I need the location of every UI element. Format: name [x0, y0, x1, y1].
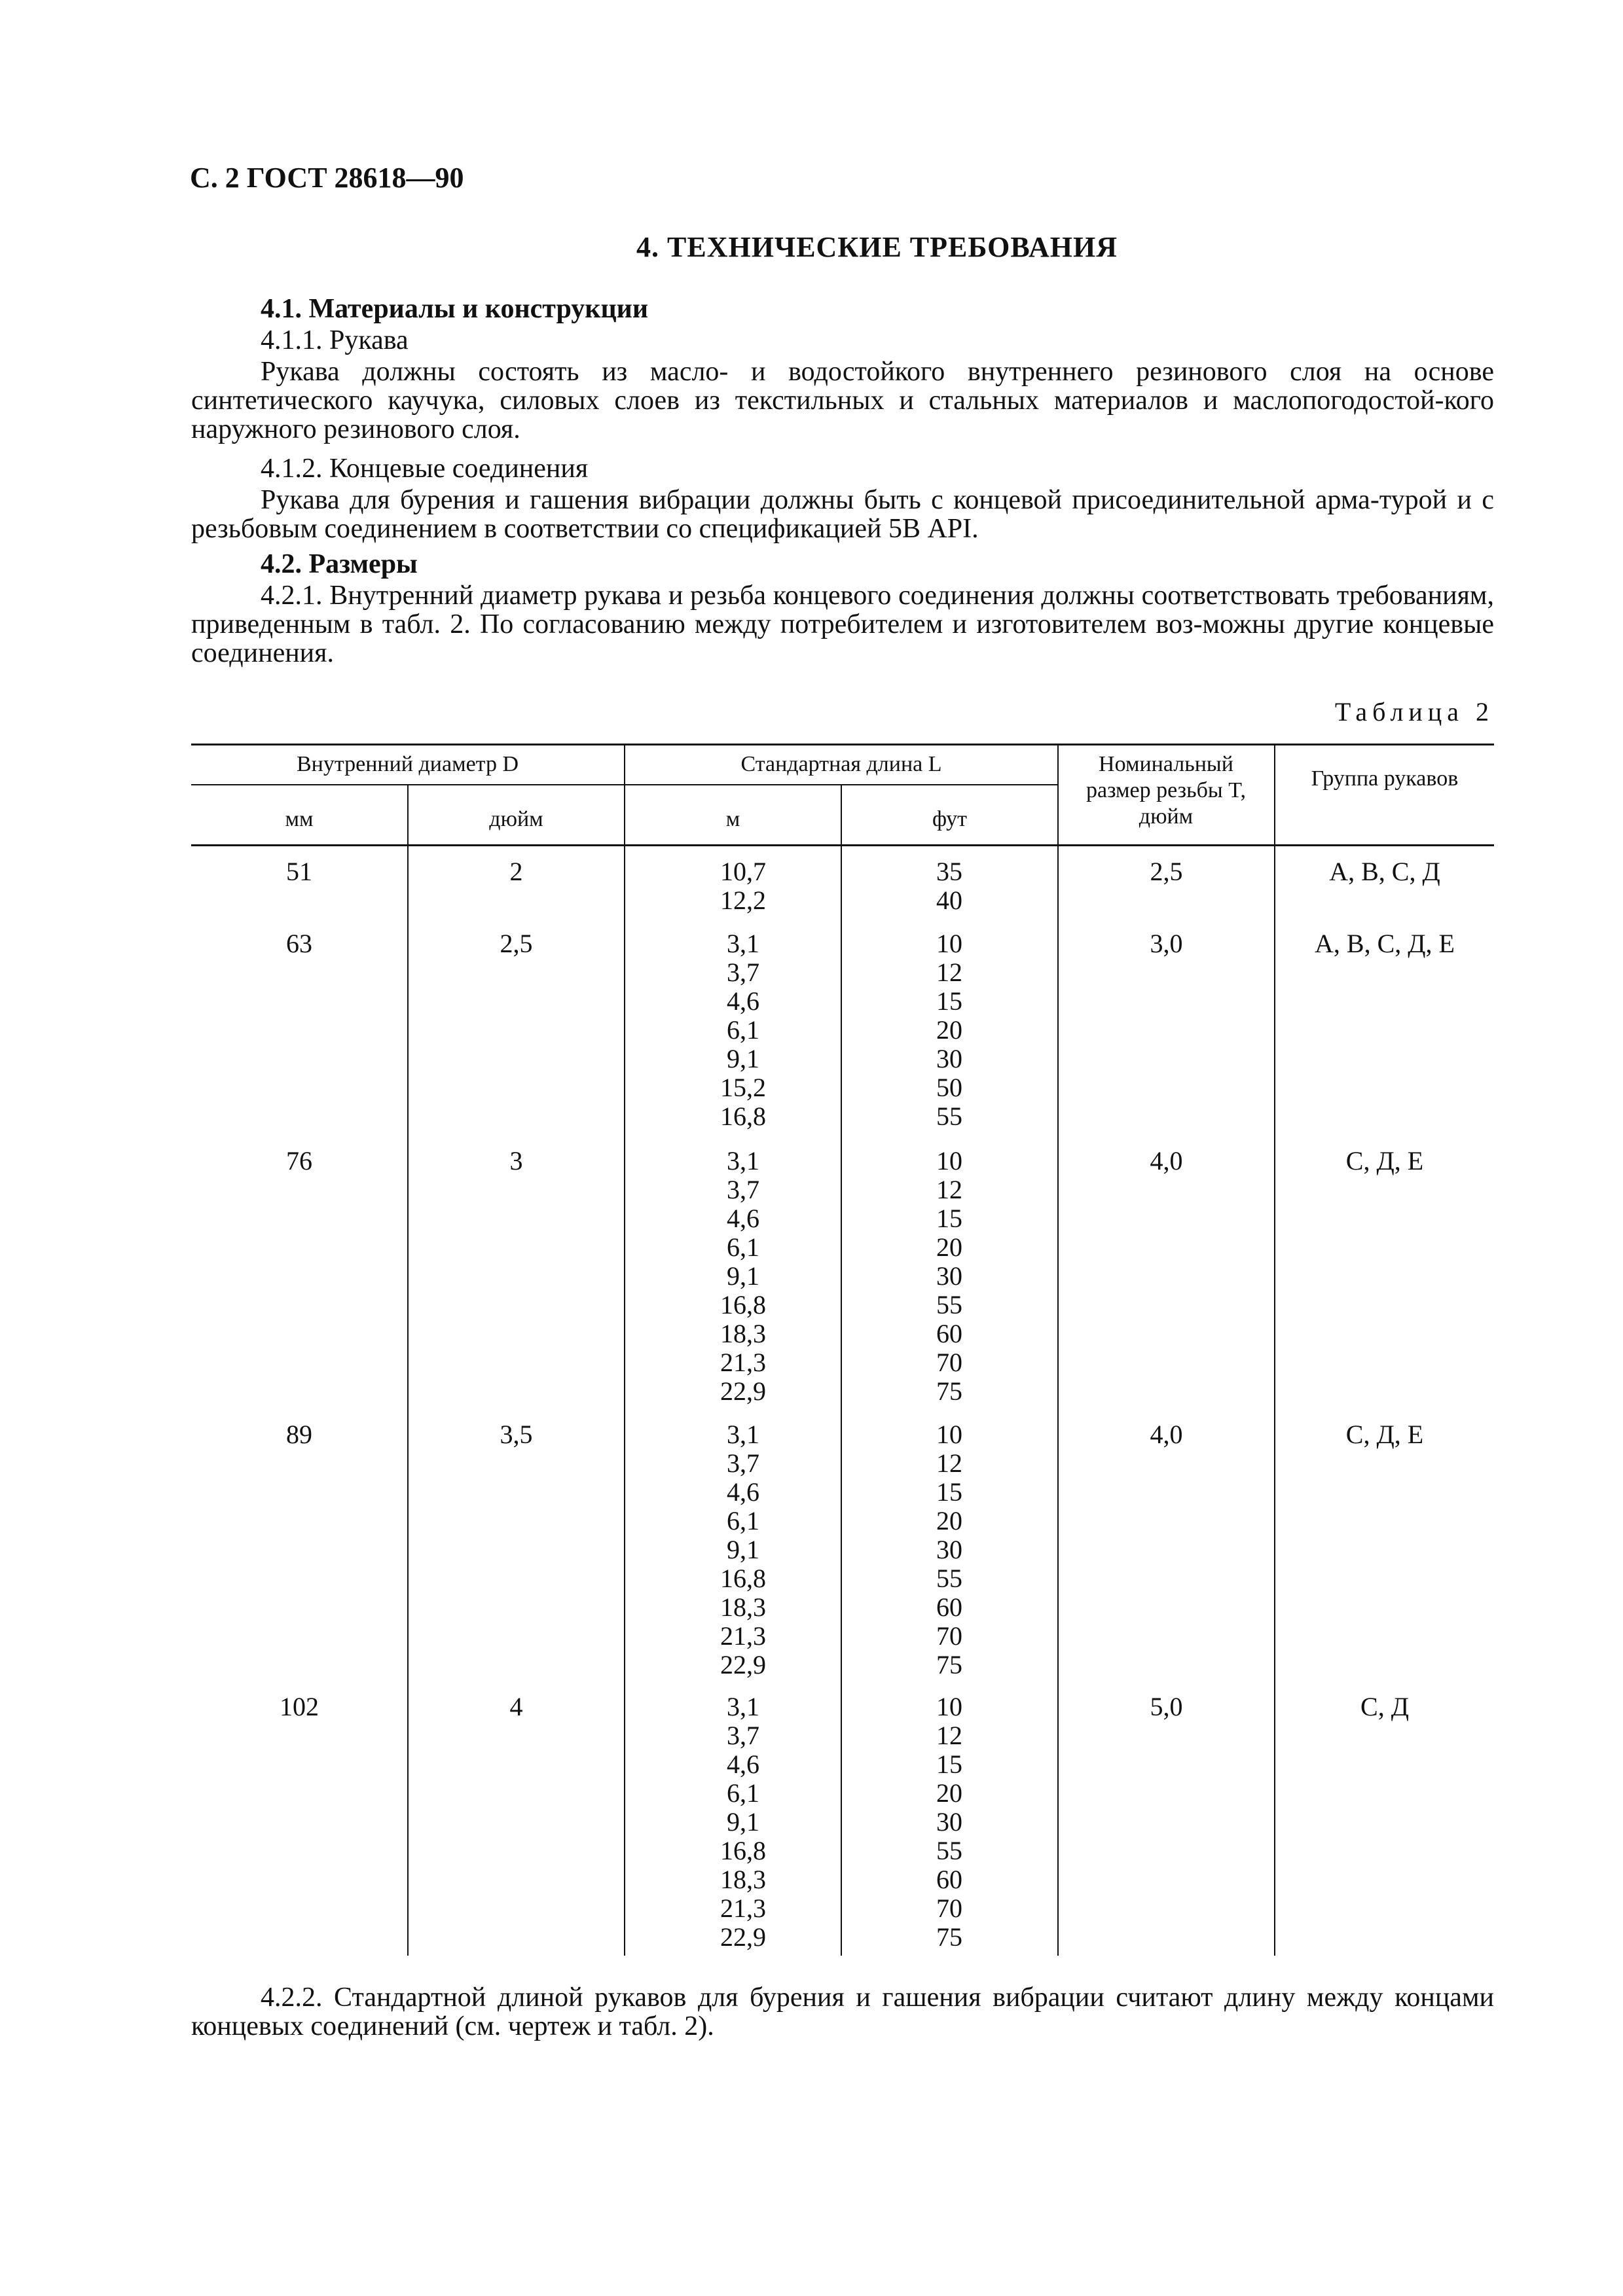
section-title: 4. ТЕХНИЧЕСКИЕ ТРЕБОВАНИЯ	[636, 231, 1118, 263]
header-hose-group: Группа рукавов	[1311, 766, 1459, 791]
cell-inch: 4	[509, 1692, 523, 1721]
cell-inch: 2	[509, 857, 523, 886]
cell-mm: 76	[286, 1146, 312, 1175]
paragraph-4-2-2: 4.2.2. Стандартной длиной рукавов для бурения и гашения вибрации считают длину между концами концевых соединений (см. чертеж и табл. 2).	[191, 1982, 1494, 2041]
cell-length-m: 3,1 3,7 4,6 6,1 9,1 16,8 18,3 21,3 22,9	[720, 1420, 766, 1679]
header-inner-diameter: Внутренний диаметр D	[296, 752, 519, 776]
cell-thread: 5,0	[1150, 1692, 1183, 1721]
cell-length-m: 10,7 12,2	[720, 857, 766, 915]
cell-length-ft: 10 12 15 20 30 55 60 70 75	[936, 1692, 962, 1952]
cell-thread: 4,0	[1150, 1146, 1183, 1175]
cell-group: С, Д, Е	[1345, 1146, 1424, 1175]
paragraph-4-2-1: 4.2.1. Внутренний диаметр рукава и резьба концевого соединения должны соответствовать требованиям, приведенным в табл. 2. По согласованию между потребителем и изготовителем воз-можны другие концевые соединения.	[191, 581, 1494, 668]
cell-mm: 89	[286, 1420, 312, 1449]
subsection-4-2-title: 4.2. Размеры	[261, 549, 418, 579]
cell-inch: 3	[509, 1146, 523, 1175]
subsection-4-1-2-title: 4.1.2. Концевые соединения	[261, 454, 589, 484]
cell-group: С, Д, Е	[1345, 1420, 1424, 1449]
cell-inch: 2,5	[500, 929, 533, 958]
cell-mm: 51	[286, 857, 312, 886]
subsection-4-1-title: 4.1. Материалы и конструкции	[261, 294, 649, 324]
cell-length-ft: 35 40	[936, 857, 962, 915]
cell-length-ft: 10 12 15 20 30 55 60 70 75	[936, 1146, 962, 1406]
cell-length-ft: 10 12 15 20 30 50 55	[936, 929, 962, 1131]
cell-length-ft: 10 12 15 20 30 55 60 70 75	[936, 1420, 962, 1679]
cell-thread: 2,5	[1150, 857, 1183, 886]
cell-thread: 4,0	[1150, 1420, 1183, 1449]
cell-group: С, Д	[1360, 1692, 1409, 1721]
cell-group: А, В, С, Д	[1329, 857, 1440, 886]
cell-length-m: 3,1 3,7 4,6 6,1 9,1 16,8 18,3 21,3 22,9	[720, 1146, 766, 1406]
cell-mm: 102	[280, 1692, 319, 1721]
header-inch: дюйм	[489, 807, 543, 831]
table-label: Таблица 2	[1334, 697, 1494, 726]
cell-group: А, В, С, Д, Е	[1315, 929, 1455, 958]
header-ft: фут	[932, 807, 968, 831]
paragraph-4-1-2: Рукава для бурения и гашения вибрации должны быть с концевой присоединительной арма-турой и с резьбовым соединением в соответствии со спецификацией 5В API.	[191, 485, 1494, 544]
header-m: м	[725, 807, 740, 831]
header-mm: мм	[285, 807, 314, 831]
subsection-4-1-1-title: 4.1.1. Рукава	[261, 325, 409, 355]
header-standard-length: Стандартная длина L	[740, 752, 942, 776]
page-header: С. 2 ГОСТ 28618—90	[190, 162, 464, 194]
cell-length-m: 3,1 3,7 4,6 6,1 9,1 16,8 18,3 21,3 22,9	[720, 1692, 766, 1952]
cell-mm: 63	[286, 929, 312, 958]
header-thread-size: Номинальный размер резьбы T, дюйм	[1086, 752, 1246, 829]
cell-inch: 3,5	[500, 1420, 533, 1449]
cell-length-m: 3,1 3,7 4,6 6,1 9,1 15,2 16,8	[720, 929, 766, 1131]
cell-thread: 3,0	[1150, 929, 1183, 958]
paragraph-4-1-1: Рукава должны состоять из масло- и водостойкого внутреннего резинового слоя на основе синтетического каучука, силовых слоев из текстильных и стальных материалов и маслопогодостой-кого наружного резинового слоя.	[191, 357, 1494, 444]
